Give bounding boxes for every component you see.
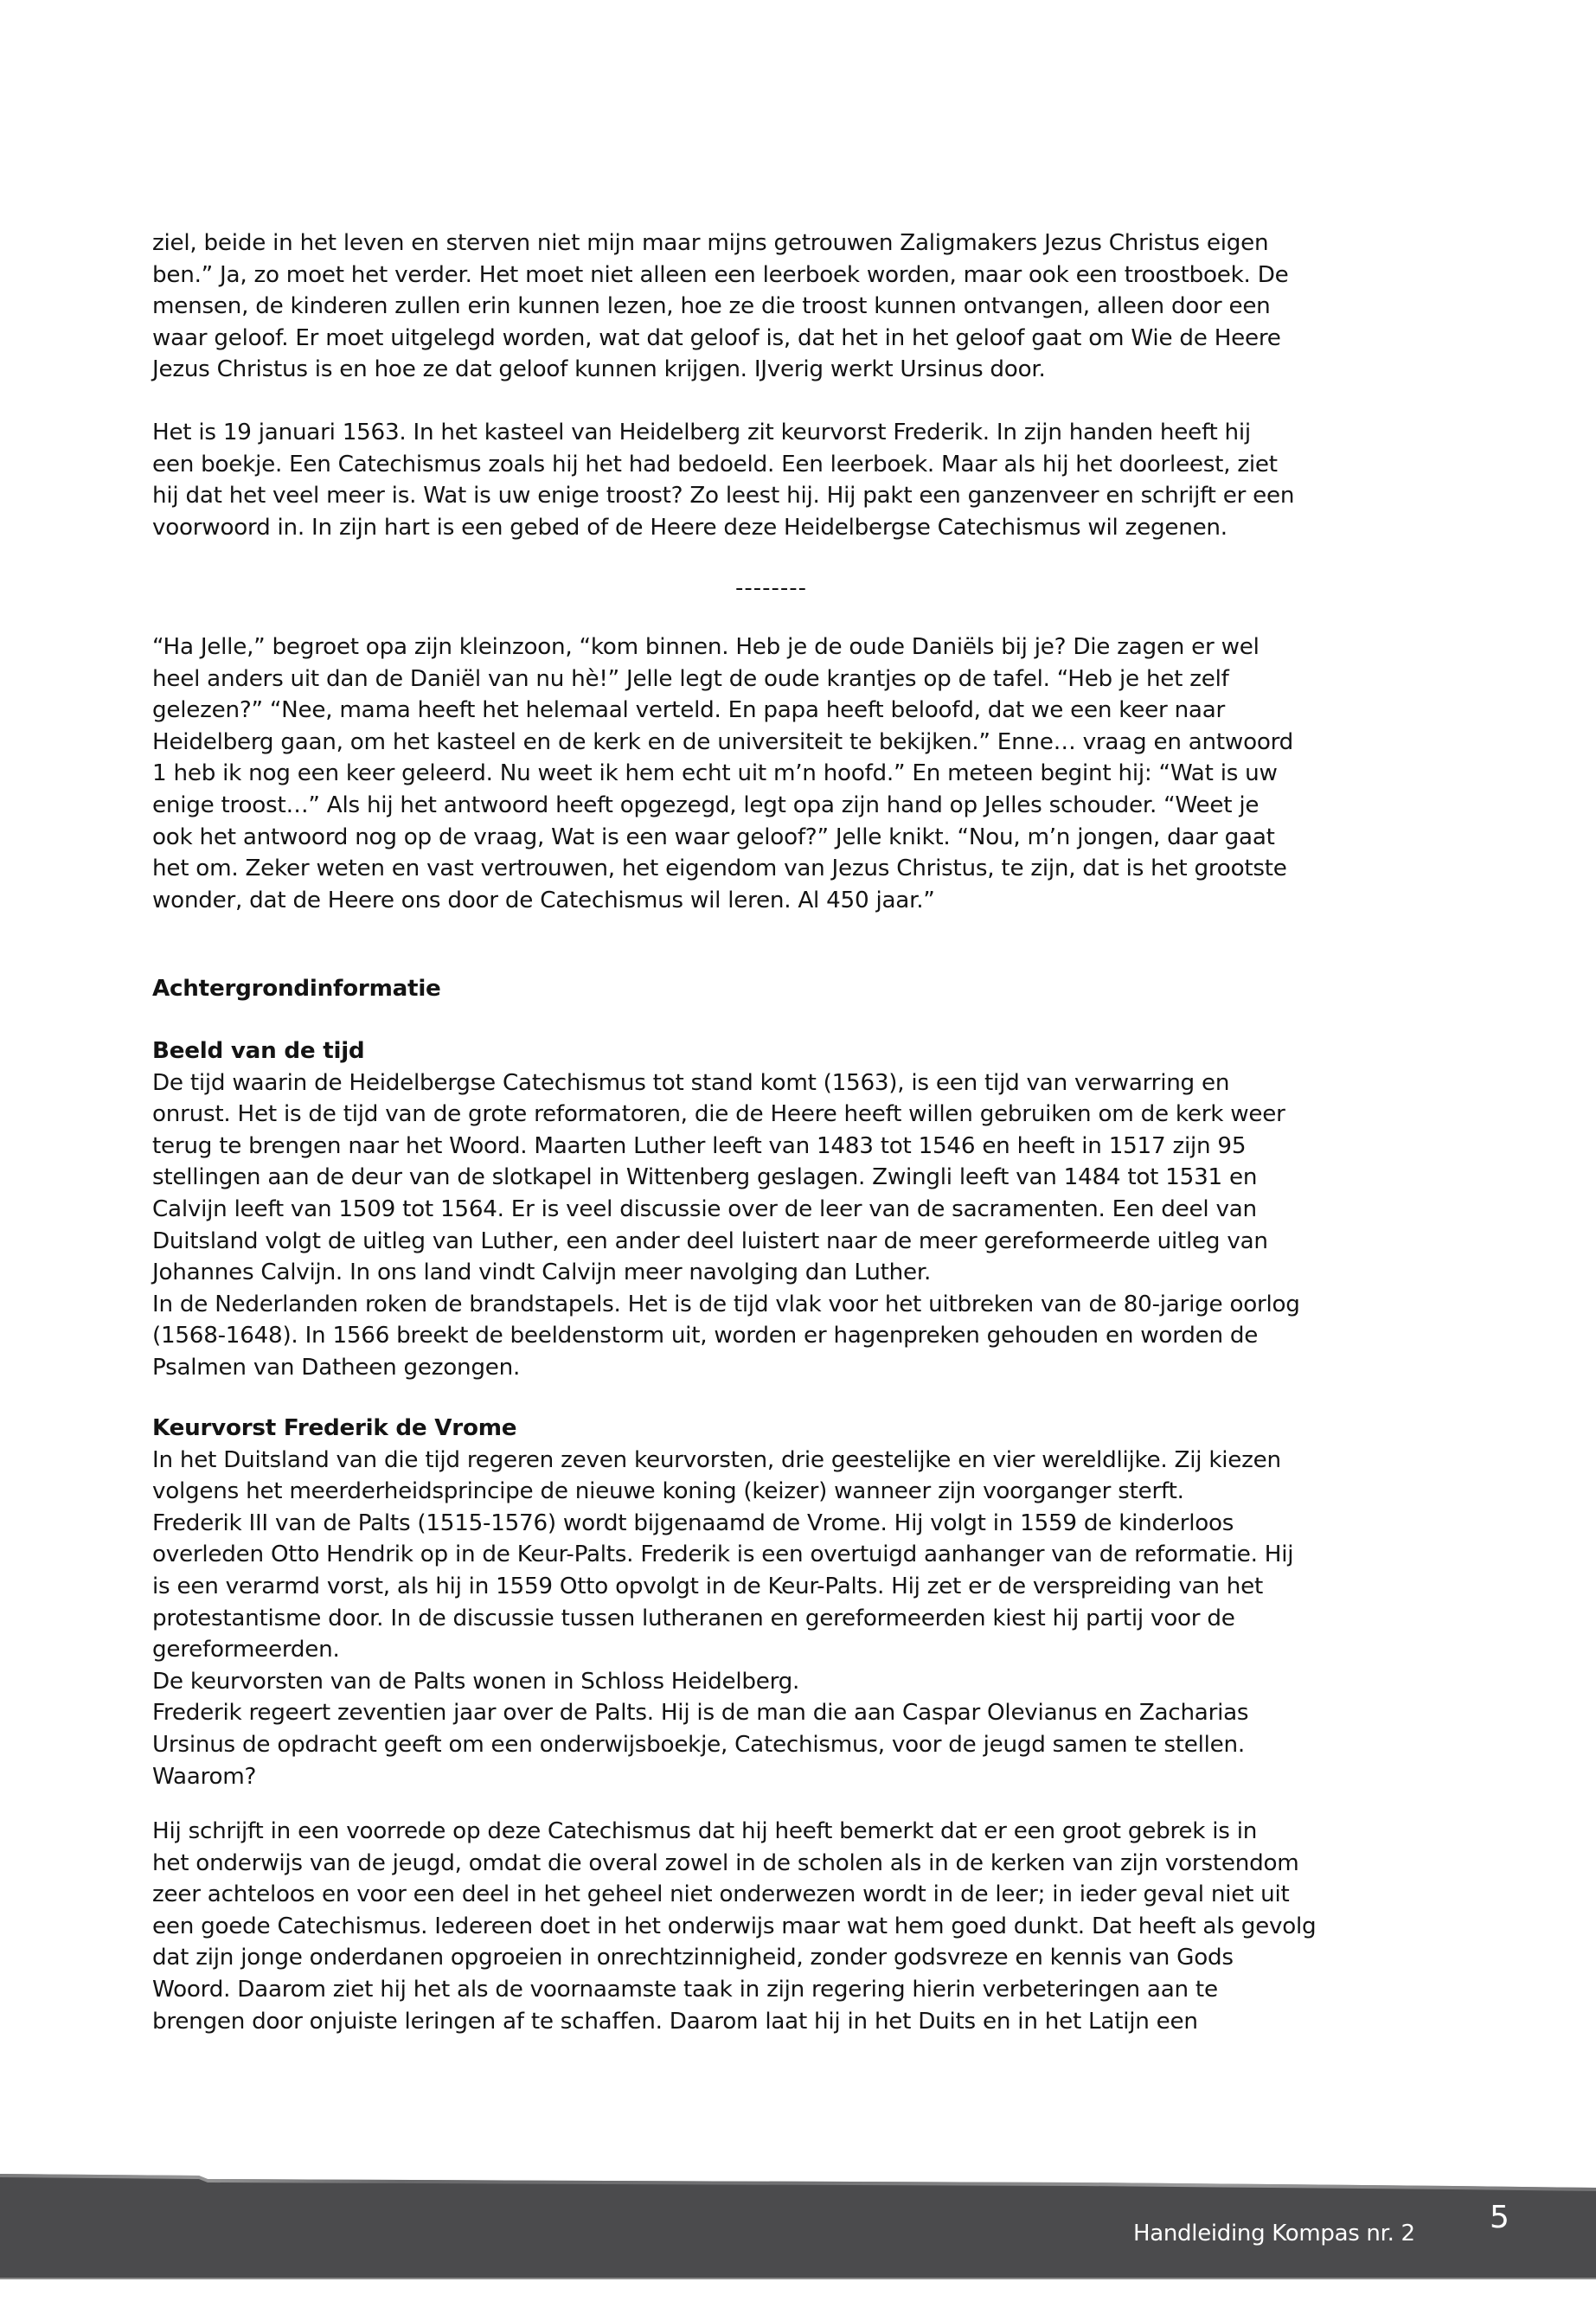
footer-title: Handleiding Kompas nr. 2 bbox=[1133, 2221, 1415, 2247]
text-line: ook het antwoord nog op de vraag, Wat is een waar geloof?” Jelle knikt. “Nou, m’n jongen, daar gaat bbox=[152, 824, 1275, 850]
text-line: Frederik regeert zeventien jaar over de Palts. Hij is de man die aan Caspar Olevianus en Zacharias bbox=[152, 1700, 1249, 1727]
text-line: is een verarmd vorst, als hij in 1559 Otto opvolgt in de Keur-Palts. Hij zet er de verspreiding van het bbox=[152, 1573, 1264, 1599]
text-line: wonder, dat de Heere ons door de Catechismus wil leren. Al 450 jaar.” bbox=[152, 887, 935, 913]
text-line: In het Duitsland van die tijd regeren zeven keurvorsten, drie geestelijke en vier wereldlijke. Zij kiezen bbox=[152, 1446, 1281, 1473]
text-line: ziel, beide in het leven en sterven niet mijn maar mijns getrouwen Zaligmakers Jezus Christus eigen bbox=[152, 230, 1269, 256]
text-line: zeer achteloos en voor een deel in het geheel niet onderwezen wordt in de leer; in ieder geval niet uit bbox=[152, 1881, 1290, 1908]
text-line: Jezus Christus is en hoe ze dat geloof kunnen krijgen. IJverig werkt Ursinus door. bbox=[152, 356, 1046, 383]
text-line: 1 heb ik nog een keer geleerd. Nu weet ik hem echt uit m’n hoofd.” En meteen begint hij: “Wat is uw bbox=[152, 760, 1278, 787]
text-line: Psalmen van Datheen gezongen. bbox=[152, 1354, 521, 1381]
section-beeld-van-de-tijd bbox=[152, 1035, 1502, 1384]
text-line: Het is 19 januari 1563. In het kasteel van Heidelberg zit keurvorst Frederik. In zijn handen heeft hij bbox=[152, 420, 1251, 445]
text-line: het onderwijs van de jeugd, omdat die overal zowel in de scholen als in de kerken van zijn vorstendom bbox=[152, 1849, 1299, 1876]
text-line: Calvijn leeft van 1509 tot 1564. Er is veel discussie over de leer van de sacramenten. Een deel van bbox=[152, 1195, 1257, 1222]
page-number: 5 bbox=[1490, 2200, 1509, 2235]
text-line: een boekje. Een Catechismus zoals hij het had bedoeld. Een leerboek. Maar als hij het doorleest, ziet bbox=[152, 451, 1278, 478]
text-line: De keurvorsten van de Palts wonen in Schloss Heidelberg. bbox=[152, 1668, 800, 1695]
text-line: brengen door onjuiste leringen af te schaffen. Daarom laat hij in het Duits en in het Latijn een bbox=[152, 2008, 1198, 2035]
text-line: In de Nederlanden roken de brandstapels. Het is de tijd vlak voor het uitbreken van de 80-jarige oorlog bbox=[152, 1291, 1300, 1317]
text-line: gereformeerden. bbox=[152, 1637, 340, 1663]
text-line: Hij schrijft in een voorrede op deze Catechismus dat hij heeft bemerkt dat er een groot gebrek is in bbox=[152, 1818, 1258, 1844]
text-line: hij dat het veel meer is. Wat is uw enige troost? Zo leest hij. Hij pakt een ganzenveer en schrijft er een bbox=[152, 483, 1295, 510]
text-line: onrust. Het is de tijd van de grote reformatoren, die de Heere heeft willen gebruiken om de kerk weer bbox=[152, 1101, 1285, 1128]
text-line: ben.” Ja, zo moet het verder. Het moet niet alleen een leerboek worden, maar ook een troostboek. De bbox=[152, 261, 1289, 288]
text-line: mensen, de kinderen zullen erin kunnen lezen, hoe ze die troost kunnen ontvangen, alleen door een bbox=[152, 293, 1271, 320]
text-line: Woord. Daarom ziet hij het als de voornaamste taak in zijn regering hierin verbeteringen aan te bbox=[152, 1976, 1218, 2003]
text-line: Johannes Calvijn. In ons land vindt Calvijn meer navolging dan Luther. bbox=[152, 1259, 932, 1286]
text-line: voorwoord in. In zijn hart is een gebed of de Heere deze Heidelbergse Catechismus wil zegenen. bbox=[152, 514, 1227, 541]
story-paragraph-2 bbox=[152, 417, 1502, 543]
text-line: dat zijn jonge onderdanen opgroeien in onrechtzinnigheid, zonder godsvreze en kennis van Gods bbox=[152, 1945, 1234, 1971]
dialogue-paragraph bbox=[152, 631, 1502, 916]
text-line: overleden Otto Hendrik op in de Keur-Palts. Frederik is een overtuigd aanhanger van de reformatie. Hij bbox=[152, 1541, 1294, 1568]
section-keurvorst-frederik bbox=[152, 1413, 1502, 1792]
text-line: waar geloof. Er moet uitgelegd worden, wat dat geloof is, dat het in het geloof gaat om Wie de Heere bbox=[152, 324, 1281, 351]
text-line: heel anders uit dan de Daniël van nu hè!” Jelle legt de oude krantjes op de tafel. “Heb je het zelf bbox=[152, 665, 1229, 692]
text-line: Frederik III van de Palts (1515-1576) wordt bijgenaamd de Vrome. Hij volgt in 1559 de kinderloos bbox=[152, 1509, 1234, 1536]
text-line: gelezen?” “Nee, mama heeft het helemaal verteld. En papa heeft beloofd, dat we een keer naar bbox=[152, 697, 1226, 724]
subsection-title: Beeld van de tijd bbox=[152, 1038, 365, 1064]
text-line: Waarom? bbox=[152, 1763, 257, 1790]
text-line: “Ha Jelle,” begroet opa zijn kleinzoon, “kom binnen. Heb je de oude Daniëls bij je? Die zagen er wel bbox=[152, 634, 1259, 660]
text-line: Ursinus de opdracht geeft om een onderwijsboekje, Catechismus, voor de jeugd samen te stellen. bbox=[152, 1731, 1245, 1758]
text-line: volgens het meerderheidsprincipe de nieuwe koning (keizer) wanneer zijn voorganger sterft. bbox=[152, 1478, 1184, 1505]
text-line: een goede Catechismus. Iedereen doet in het onderwijs maar wat hem goed dunkt. Dat heeft als gevolg bbox=[152, 1913, 1317, 1939]
text-line: De tijd waarin de Heidelbergse Catechismus tot stand komt (1563), is een tijd van verwarring en bbox=[152, 1069, 1230, 1096]
background-heading-block bbox=[152, 973, 1502, 1005]
story-paragraph-1 bbox=[152, 228, 1502, 386]
text-line: stellingen aan de deur van de slotkapel in Wittenberg geslagen. Zwingli leeft van 1484 tot 1531 en bbox=[152, 1164, 1258, 1191]
text-line: (1568-1648). In 1566 breekt de beeldenstorm uit, worden er hagenpreken gehouden en worden de bbox=[152, 1323, 1259, 1349]
section-heading: Achtergrondinformatie bbox=[152, 976, 441, 1002]
text-line: het om. Zeker weten en vast vertrouwen, het eigendom van Jezus Christus, te zijn, dat is het grootste bbox=[152, 856, 1287, 882]
section-keurvorst-continuation bbox=[152, 1816, 1502, 2037]
text-line: Heidelberg gaan, om het kasteel en de kerk en de universiteit te bekijken.” Enne… vraag en antwoord bbox=[152, 728, 1294, 755]
subsection-title: Keurvorst Frederik de Vrome bbox=[152, 1415, 517, 1441]
text-line: Duitsland volgt de uitleg van Luther, een ander deel luistert naar de meer gereformeerde uitleg van bbox=[152, 1227, 1268, 1254]
text-line: terug te brengen naar het Woord. Maarten Luther leeft van 1483 tot 1546 en heeft in 1517 zijn 95 bbox=[152, 1132, 1247, 1159]
section-separator: -------- bbox=[735, 575, 808, 601]
text-line: enige troost…” Als hij het antwoord heeft opgezegd, legt opa zijn hand op Jelles schouder. “Weet je bbox=[152, 792, 1259, 818]
text-line: protestantisme door. In de discussie tussen lutheranen en gereformeerden kiest hij partij voor de bbox=[152, 1605, 1235, 1631]
